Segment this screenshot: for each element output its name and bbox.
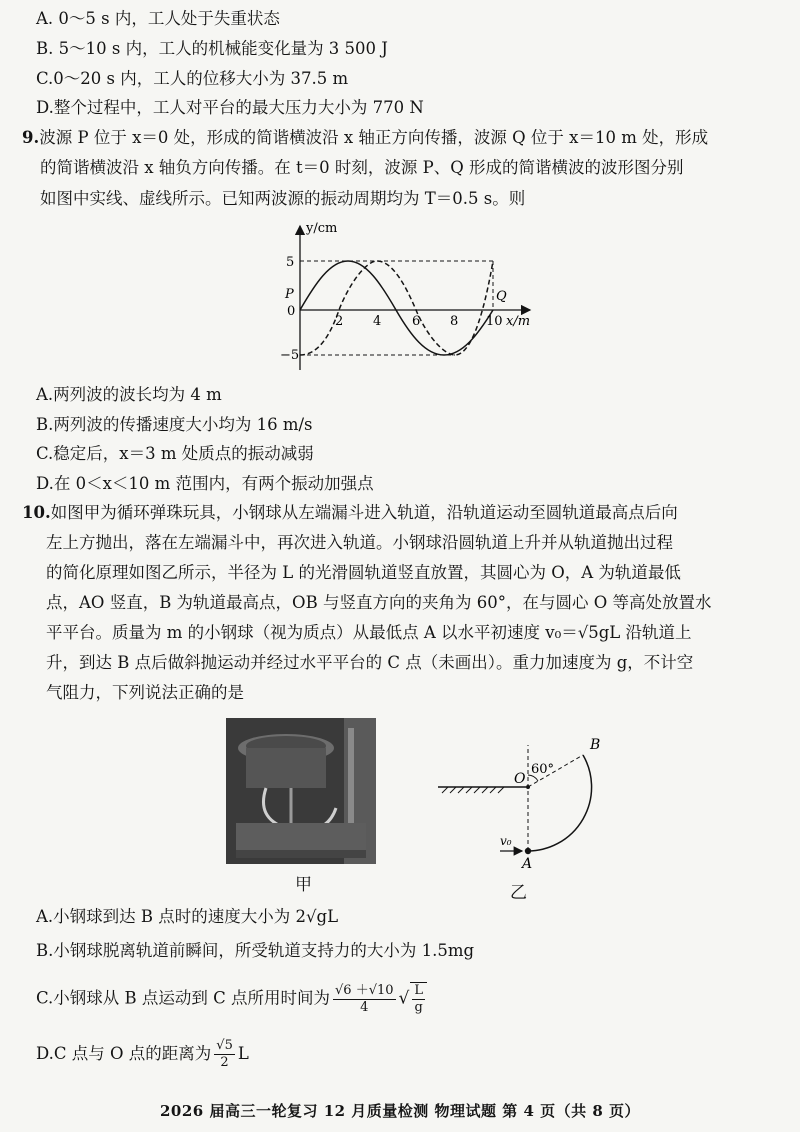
- label-angle: 60°: [531, 762, 555, 777]
- point-o: [526, 785, 530, 789]
- q9-line-2: 的简谐横波沿 x 轴负方向传播。在 t＝0 时刻，波源 P、Q 形成的简谐横波的波形图分别: [40, 158, 684, 177]
- q10-line-3: 的简化原理如图乙所示，半径为 L 的光滑圆轨道竖直放置，其圆心为 O，A 为轨道最低: [46, 563, 681, 582]
- label-b: B: [590, 737, 601, 753]
- q9-number: 9.: [22, 128, 40, 147]
- x-tick-4: 4: [373, 314, 382, 329]
- point-a: [525, 848, 531, 854]
- q9-option-b: B.两列波的传播速度大小均为 16 m/s: [36, 415, 313, 434]
- x-tick-10: 10: [486, 314, 503, 329]
- q10-option-a: A.小钢球到达 B 点时的速度大小为 2√gL: [36, 907, 339, 926]
- q10-line-1: 10.如图甲为循环弹珠玩具，小钢球从左端漏斗进入轨道，沿轨道运动至圆轨道最高点后向: [22, 503, 678, 522]
- q9-option-c: C.稳定后，x＝3 m 处质点的振动减弱: [36, 444, 314, 463]
- label-a: A: [522, 856, 533, 872]
- wave-p-solid: [300, 261, 493, 355]
- q9-line-1: 9.波源 P 位于 x＝0 处，形成的简谐横波沿 x 轴正方向传播，波源 Q 位于 x＝10 m 处，形成: [22, 128, 709, 147]
- q10-number: 10.: [22, 503, 51, 522]
- fig-jia-caption: 甲: [295, 875, 312, 895]
- prev-option-d: D.整个过程中，工人对平台的最大压力大小为 770 N: [36, 98, 424, 117]
- q10-option-b: B.小钢球脱离轨道前瞬间，所受轨道支持力的大小为 1.5mg: [36, 941, 475, 960]
- q10-line-5: 平平台。质量为 m 的小钢球（视为质点）从最低点 A 以水平初速度 v₀＝√5gL 沿轨道上: [46, 623, 692, 642]
- track-diagram: [430, 725, 630, 875]
- q9-option-a: A.两列波的波长均为 4 m: [36, 385, 222, 404]
- marble-toy-photo: [226, 718, 376, 864]
- q9-line-3: 如图中实线、虚线所示。已知两波源的振动周期均为 T＝0.5 s。则: [40, 189, 526, 208]
- q10-line-4: 点，AO 竖直，B 为轨道最高点，OB 与竖直方向的夹角为 60°，在与圆心 O 等高处放置水: [46, 593, 712, 612]
- origin-label: 0: [287, 304, 296, 319]
- q-label: Q: [496, 289, 507, 304]
- prev-option-c: C.0～20 s 内，工人的位移大小为 37.5 m: [36, 69, 349, 88]
- p-label: P: [285, 287, 294, 302]
- x-tick-2: 2: [335, 314, 344, 329]
- prev-option-a: A. 0～5 s 内，工人处于失重状态: [36, 9, 280, 28]
- x-tick-8: 8: [450, 314, 459, 329]
- ymin-label: −5: [280, 348, 300, 363]
- q10-option-c: C.小钢球从 B 点运动到 C 点所用时间为 $\frac{√6 +√10}{4}$ √ $\frac{L}{g}$: [36, 982, 430, 1016]
- q10-line-6: 升，到达 B 点后做斜抛运动并经过水平平台的 C 点（未画出）。重力加速度为 g，不计空: [46, 653, 694, 672]
- wave-graph: [270, 218, 540, 378]
- fig-yi-caption: 乙: [510, 883, 527, 903]
- ymax-label: 5: [286, 255, 295, 270]
- q10-line-7: 气阻力，下列说法正确的是: [46, 683, 244, 702]
- y-axis-label: y/cm: [306, 221, 338, 236]
- prev-option-b: B. 5～10 s 内，工人的机械能变化量为 3 500 J: [36, 39, 388, 58]
- q9-option-d: D.在 0＜x＜10 m 范围内，有两个振动加强点: [36, 474, 374, 493]
- page-footer: 2026 届高三一轮复习 12 月质量检测 物理试题 第 4 页（共 8 页）: [160, 1102, 640, 1120]
- q10-option-d: D.C 点与 O 点的距离为 $\frac{√5}{2}$ L: [36, 1038, 249, 1070]
- q10-line-2: 左上方抛出，落在左端漏斗中，再次进入轨道。小钢球沿圆轨道上升并从轨道抛出过程: [46, 533, 673, 552]
- label-v0: v₀: [500, 834, 512, 848]
- x-tick-6: 6: [412, 314, 421, 329]
- x-axis-label: x/m: [506, 314, 531, 329]
- label-o: O: [514, 771, 526, 787]
- wave-q-dashed: [300, 261, 493, 355]
